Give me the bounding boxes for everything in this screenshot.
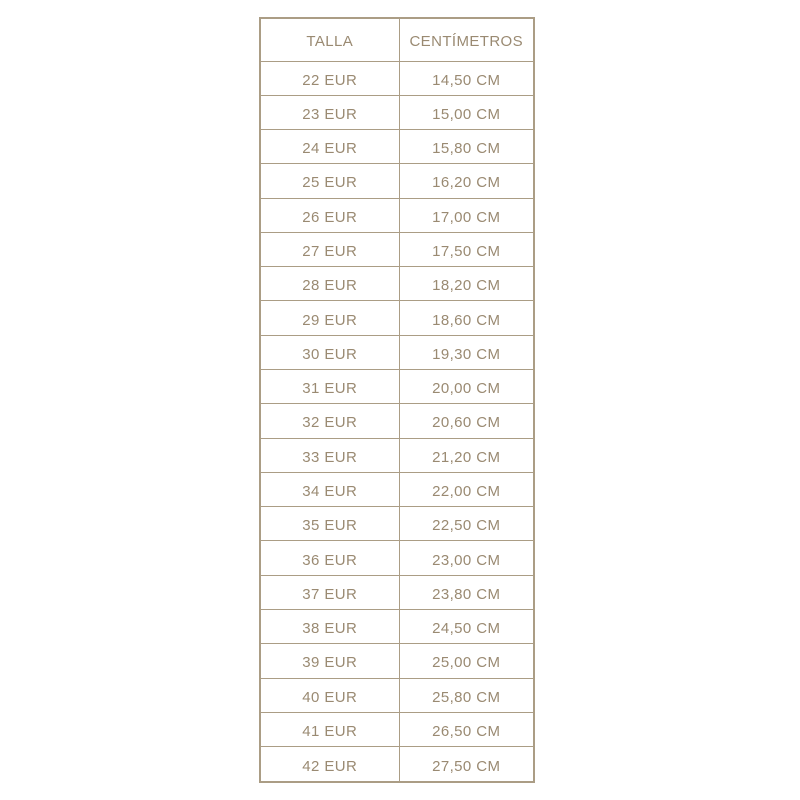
talla-cell: 41 EUR — [260, 712, 399, 746]
talla-cell: 26 EUR — [260, 198, 399, 232]
centimetros-cell: 25,80 CM — [399, 678, 534, 712]
talla-cell: 29 EUR — [260, 301, 399, 335]
centimetros-cell: 20,00 CM — [399, 370, 534, 404]
table-row — [260, 438, 534, 472]
header-talla: TALLA — [260, 18, 399, 61]
talla-cell: 34 EUR — [260, 472, 399, 506]
talla-cell: 35 EUR — [260, 507, 399, 541]
centimetros-cell: 17,00 CM — [399, 198, 534, 232]
centimetros-cell: 23,80 CM — [399, 575, 534, 609]
talla-cell: 27 EUR — [260, 232, 399, 266]
talla-cell: 36 EUR — [260, 541, 399, 575]
table-row — [260, 370, 534, 404]
table-row — [260, 198, 534, 232]
centimetros-cell: 21,20 CM — [399, 438, 534, 472]
centimetros-cell: 22,00 CM — [399, 472, 534, 506]
talla-cell: 30 EUR — [260, 335, 399, 369]
table-row — [260, 267, 534, 301]
header-centimetros: CENTÍMETROS — [399, 18, 534, 61]
table-row — [260, 507, 534, 541]
table-row — [260, 404, 534, 438]
table-row — [260, 95, 534, 129]
centimetros-cell: 16,20 CM — [399, 164, 534, 198]
table-row — [260, 61, 534, 95]
talla-cell: 33 EUR — [260, 438, 399, 472]
table-row — [260, 747, 534, 782]
size-conversion-table — [259, 17, 535, 783]
centimetros-cell: 27,50 CM — [399, 747, 534, 782]
size-table-header — [260, 18, 534, 61]
size-table-body — [260, 61, 534, 782]
talla-cell: 22 EUR — [260, 61, 399, 95]
talla-cell: 25 EUR — [260, 164, 399, 198]
centimetros-cell: 24,50 CM — [399, 610, 534, 644]
talla-cell: 42 EUR — [260, 747, 399, 782]
centimetros-cell: 15,80 CM — [399, 130, 534, 164]
centimetros-cell: 14,50 CM — [399, 61, 534, 95]
table-row — [260, 678, 534, 712]
talla-cell: 39 EUR — [260, 644, 399, 678]
table-row — [260, 472, 534, 506]
table-row — [260, 541, 534, 575]
talla-cell: 32 EUR — [260, 404, 399, 438]
talla-cell: 23 EUR — [260, 95, 399, 129]
header-row — [260, 18, 534, 61]
centimetros-cell: 19,30 CM — [399, 335, 534, 369]
centimetros-cell: 23,00 CM — [399, 541, 534, 575]
talla-cell: 31 EUR — [260, 370, 399, 404]
centimetros-cell: 17,50 CM — [399, 232, 534, 266]
table-row — [260, 301, 534, 335]
table-row — [260, 335, 534, 369]
centimetros-cell: 26,50 CM — [399, 712, 534, 746]
talla-cell: 28 EUR — [260, 267, 399, 301]
centimetros-cell: 15,00 CM — [399, 95, 534, 129]
talla-cell: 38 EUR — [260, 610, 399, 644]
table-row — [260, 610, 534, 644]
table-row — [260, 644, 534, 678]
talla-cell: 40 EUR — [260, 678, 399, 712]
centimetros-cell: 25,00 CM — [399, 644, 534, 678]
table-row — [260, 130, 534, 164]
centimetros-cell: 20,60 CM — [399, 404, 534, 438]
talla-cell: 37 EUR — [260, 575, 399, 609]
centimetros-cell: 18,60 CM — [399, 301, 534, 335]
centimetros-cell: 18,20 CM — [399, 267, 534, 301]
table-row — [260, 164, 534, 198]
talla-cell: 24 EUR — [260, 130, 399, 164]
table-row — [260, 712, 534, 746]
centimetros-cell: 22,50 CM — [399, 507, 534, 541]
table-row — [260, 232, 534, 266]
table-row — [260, 575, 534, 609]
